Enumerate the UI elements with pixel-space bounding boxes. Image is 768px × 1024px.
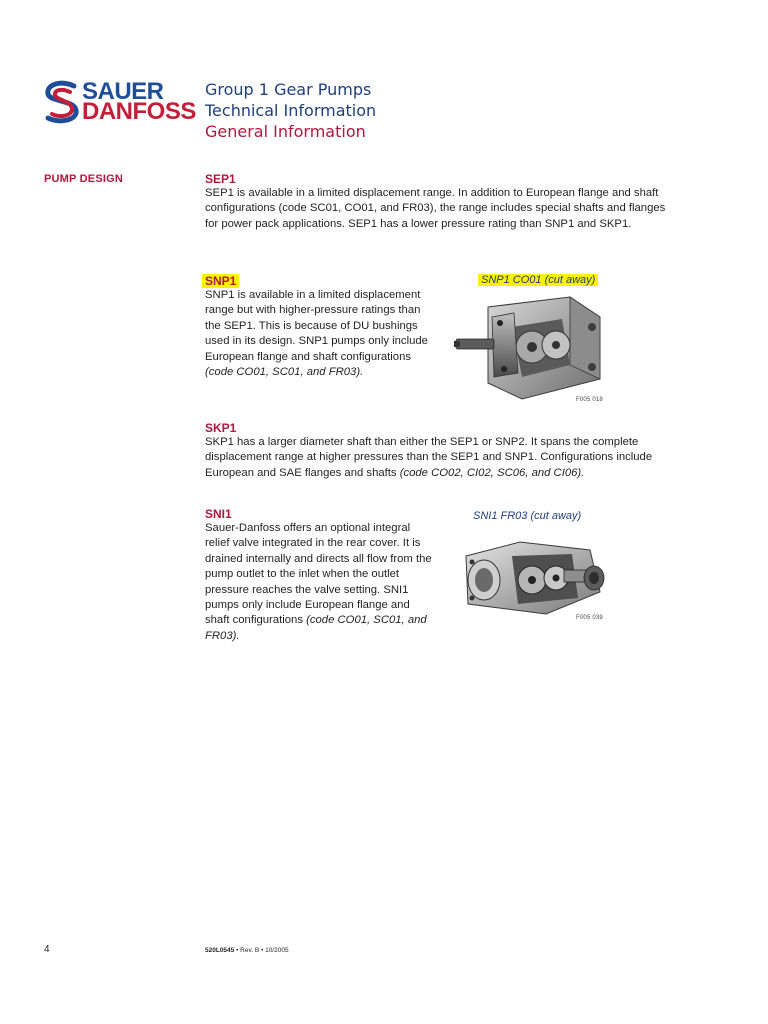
footer-document-id (205, 947, 289, 954)
sni1-text: Sauer-Danfoss offers an optional integral relief valve integrated in the rear cover. It is drained internally and directs all flow from the pump outlet to the inlet when the outlet pressure reaches the valve setting. SNI1 pumps only include European flange and shaft configurations (205, 522, 432, 627)
header-section: General Information (205, 122, 366, 141)
snp1-code: (code CO01, SC01, and FR03). (205, 366, 364, 379)
logo-text-danfoss: DANFOSS (82, 98, 196, 125)
snp1-pump-image (452, 287, 610, 409)
sni1-cutaway-illustration (460, 534, 610, 626)
snp1-text: SNP1 is available in a limited displacement range but with higher-pressure ratings than the SEP1. This is because of DU bushings used in its design. SNP1 pumps only include European flange and shaft configurations (205, 289, 428, 363)
sni1-figure-code: F005 039 (576, 615, 603, 621)
skp1-code: (code CO02, CI02, SC06, and CI06). (399, 466, 585, 479)
sni1-pump-image (460, 534, 610, 626)
header-title: Group 1 Gear Pumps (205, 80, 372, 99)
sni1-heading: SNI1 (205, 507, 232, 521)
sni1-figure-caption: SNI1 FR03 (cut away) (473, 510, 582, 522)
footer-revision: • Rev. B • 10/2005 (234, 947, 289, 954)
header-subtitle: Technical Information (205, 101, 377, 120)
snp1-figure-code: F005 018 (576, 397, 603, 403)
logo-text-sauer: SAUER (82, 78, 164, 105)
sauer-danfoss-logo (44, 80, 194, 124)
skp1-heading: SKP1 (205, 421, 237, 435)
snp1-caption-text: SNP1 CO01 (cut away) (478, 274, 598, 286)
snp1-paragraph (205, 288, 433, 380)
page-number: 4 (44, 944, 50, 955)
logo-mark-icon (44, 80, 80, 124)
skp1-text: SKP1 has a larger diameter shaft than either the SEP1 or SNP2. It spans the complete displacement range at higher pressures than the SEP1 and SNP1. Configurations include European and SAE flanges and shafts (205, 436, 653, 479)
snp1-heading-text: SNP1 (202, 274, 239, 288)
sni1-paragraph (205, 521, 433, 644)
snp1-cutaway-illustration (452, 287, 610, 409)
footer-doc-number: 520L0545 (205, 947, 235, 954)
sep1-heading: SEP1 (205, 172, 236, 186)
side-section-label: PUMP DESIGN (44, 173, 124, 185)
sni1-code: (code CO01, SC01, and FR03). (205, 614, 427, 642)
sep1-paragraph: SEP1 is available in a limited displacement range. In addition to European flange and shaft configurations (code SC01, CO01, and FR03), the range includes special shafts and flanges for power pack applications. SEP1 has a lower pressure rating than SNP1 and SKP1. (205, 187, 666, 230)
snp1-figure-caption (478, 273, 598, 287)
snp1-heading (202, 274, 239, 289)
skp1-paragraph (205, 435, 683, 481)
